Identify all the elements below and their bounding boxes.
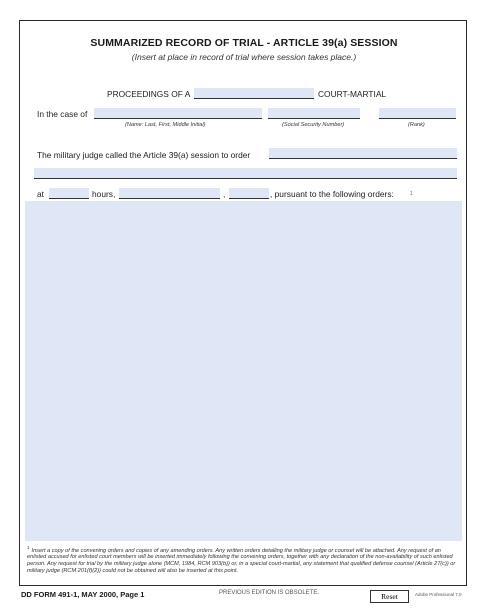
proceedings-label: PROCEEDINGS OF A [107, 89, 191, 99]
judge-text: The military judge called the Article 39(a) session to order [37, 150, 251, 160]
form-identifier: DD FORM 491-1, MAY 2000, Page 1 [21, 590, 145, 599]
footnote [27, 545, 461, 574]
court-martial-label: COURT-MARTIAL [318, 89, 387, 99]
orders-text-area[interactable] [25, 201, 462, 541]
software-version: Adobe Professional 7.0 [415, 592, 462, 597]
rank-field[interactable] [379, 108, 456, 119]
previous-edition-note: PREVIOUS EDITION IS OBSOLETE. [219, 590, 320, 596]
form-subtitle: (Insert at place in record of trial where session takes place.) [131, 52, 357, 62]
court-type-field[interactable] [194, 88, 314, 99]
form-frame [19, 20, 467, 586]
at-label: at [37, 189, 44, 199]
date-field[interactable] [119, 188, 220, 199]
form-title: SUMMARIZED RECORD OF TRIAL - ARTICLE 39(a) SESSION [90, 37, 398, 49]
session-location-field[interactable] [269, 148, 457, 159]
orders-footnote-ref: 1 [410, 191, 413, 197]
ssn-field[interactable] [268, 108, 360, 119]
comma-separator: , [223, 189, 226, 199]
rank-hint: (Rank) [408, 122, 425, 128]
hours-label: hours, [92, 189, 116, 199]
name-hint: (Name: Last, First, Middle Initial) [125, 122, 206, 128]
time-field[interactable] [49, 188, 89, 199]
year-field[interactable] [229, 188, 269, 199]
case-label: In the case of [37, 109, 88, 119]
ssn-hint: (Social Security Number) [282, 122, 345, 128]
session-location-continued-field[interactable] [34, 168, 457, 179]
footnote-text: Insert a copy of the convening orders and copies of any amending orders. Any written orders detailing the military judge or counsel will be attached. Any request of an enlisted accused for enlisted court members will be inserted immediately following the convening orders, together with any declaration of the non-availability of such enlisted person. Any request for trial by the military judge alone (MCM, 1984, RCM 903(b)) or, in a special court-martial, any statement that qualified defense counsel (Article 27(c)) or military judge (RCM 201(f)(2)) could not be obtained will also be inserted at this point. [27, 547, 456, 574]
reset-button[interactable]: Reset [370, 590, 409, 603]
footnote-marker: 1 [27, 545, 30, 550]
accused-name-field[interactable] [94, 108, 262, 119]
orders-label: , pursuant to the following orders: [270, 189, 394, 199]
